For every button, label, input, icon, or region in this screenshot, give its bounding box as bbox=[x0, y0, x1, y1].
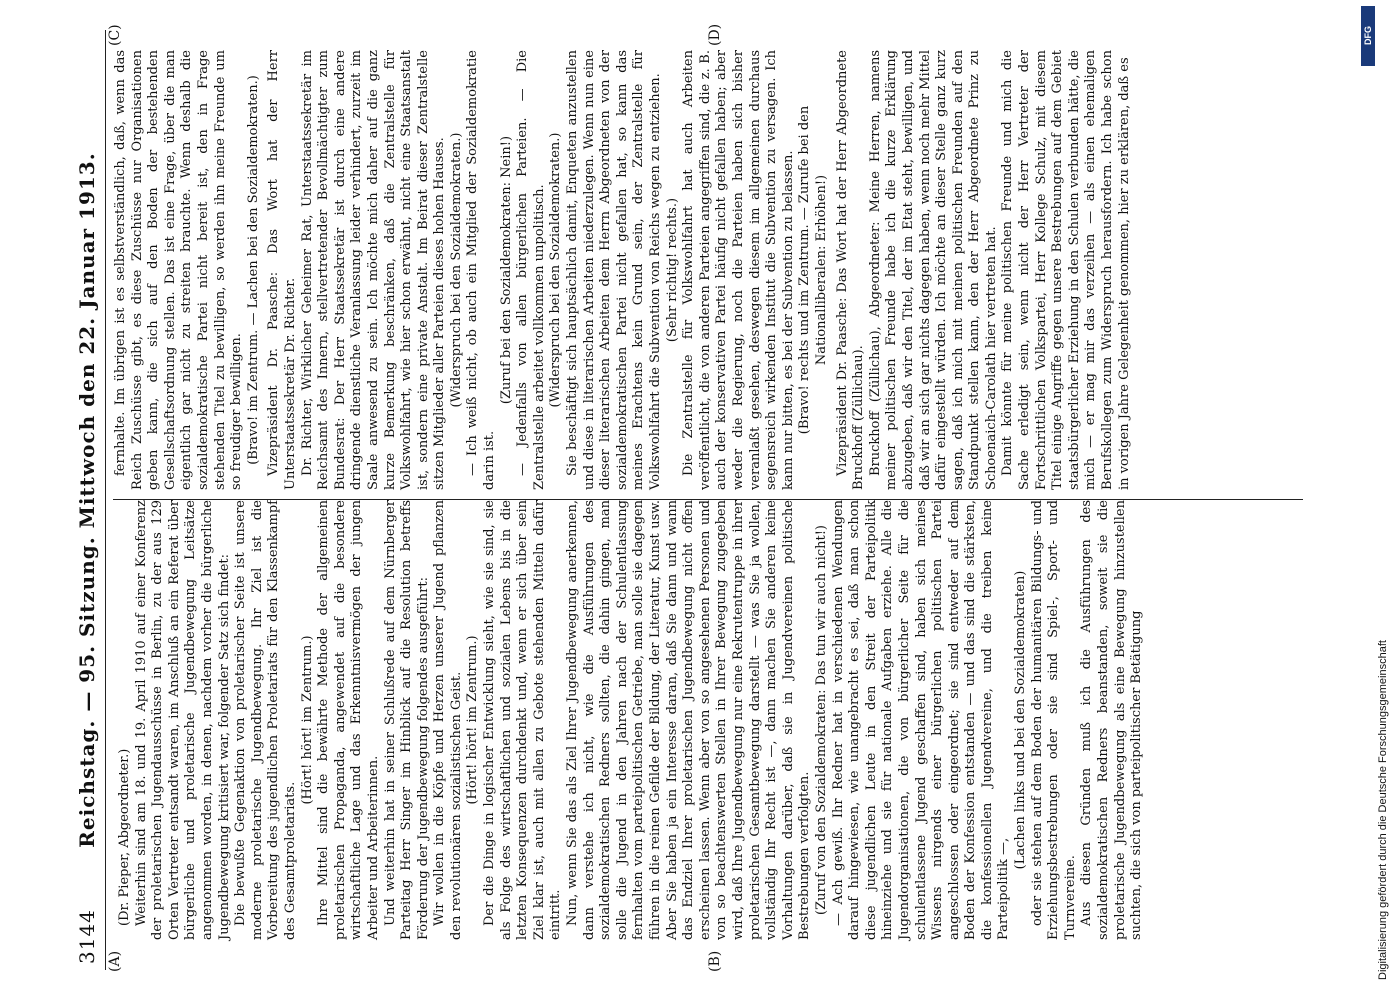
left-column bbox=[113, 500, 1313, 940]
interjection: (Bravo! rechts und im Zentrum. — Zurufe bei den Nationalliberalen: Erhöhen!) bbox=[796, 105, 829, 435]
interjection: (Zuruf bei den Sozialdemokraten: Nein!) bbox=[498, 135, 514, 405]
paragraph: Aus diesen Gründen muß ich die Ausführungen des sozialdemokratischen Redners beanstanden, soweit sie die proletarische Jugendbewegung als eine Bewegung hinzustellen suchten, die sich von parteipolitischer Betätigung bbox=[1078, 500, 1144, 940]
paragraph: Ihre Mittel sind die bewährte Methode der allgemeinen proletarischen Propaganda, angewendet auf die besondere wirtschaftliche Lage und das Erkenntnisvermögen der jungen Arbeiter und Arbeiterinnen. bbox=[315, 500, 381, 940]
speaker-line: Vizepräsident Dr. Paasche: Das Wort hat der Herr Unterstaatssekretär Dr. Richter. bbox=[265, 50, 298, 490]
margin-marker-b: (B) bbox=[706, 950, 723, 972]
paragraph: Der die Dinge in logischer Entwicklung sieht, wie sie sind, sie als Folge des wirtschaftlichen und sozialen Lebens bis in die letzten Konsequenzen durchdenkt und, wenn er sich über sein Ziel klar ist, auch mit allen zu Gebote stehenden Mitteln dafür eintritt. bbox=[481, 500, 563, 940]
paragraph: — Ach gewiß. Ihr Redner hat in verschiedenen Wendungen darauf hingewiesen, wie unangebracht es sei, daß man schon diese jugendlichen Leute in den Streit der Parteipolitik hineinziehe und sie für nationale Aufgaben erziehe. Alle die Jugendorganisationen, die von bürgerlicher Seite für die schulentlassene Jugend geschaffen sind, haben sich meines Wissens nirgends einer bürgerlichen politischen Partei angeschlossen oder eingeordnet; sie sind entweder auf dem Boden der Konfession entstanden — und das sind die stärksten, die konfessionellen Jugendvereine, und die treiben keine Parteipolitik —, bbox=[830, 500, 1011, 940]
margin-marker-d: (D) bbox=[706, 23, 723, 46]
column-divider bbox=[113, 499, 1303, 500]
paragraph: — Ich weiß nicht, ob auch ein Mitglied der Sozialdemokratie darin ist. bbox=[464, 50, 497, 490]
margin-marker-c: (C) bbox=[106, 24, 123, 46]
interjection: (Hört! hört! im Zentrum.) bbox=[299, 635, 315, 805]
paragraph: Wir wollen in die Köpfe und Herzen unserer Jugend pflanzen den revolutionären sozialistischen Geist. bbox=[431, 500, 464, 940]
page-header bbox=[67, 30, 107, 970]
interjection: (Lachen links und bei den Sozialdemokraten) bbox=[1012, 570, 1028, 870]
right-column bbox=[113, 50, 1313, 490]
speaker-line: Vizepräsident Dr. Paasche: Das Wort hat der Herr Abgeordnete Bruckhoff (Züllichau). bbox=[834, 50, 866, 490]
margin-marker-a: (A) bbox=[106, 950, 123, 972]
paragraph: Dr. Richter, Wirklicher Geheimer Rat, Unterstaatssekretär im Reichsamt des Innern, stellvertretender Bevollmächtigter zum Bundesrat: Der Herr Staatssekretär ist durch eine andere dringende dienstliche Veranlassung leider verhindert, zurzeit im Saale anwesend zu sein. Ich möchte mich daher auf die ganz kurze Bemerkung beschränken, daß die Zentralstelle für Volkswohlfahrt, wie hier schon erwähnt, nicht eine Staatsanstalt ist, sondern eine private Anstalt. Im Beirat dieser Zentralstelle sitzen Mitglieder aller Parteien dieses hohen Hauses. bbox=[299, 50, 447, 490]
paragraph: Weiterhin sind am 18. und 19. April 1910 auf einer Konferenz der proletarischen Jugendausschüsse in Berlin, zu der aus 129 Orten Vertreter entsandt waren, im Anschluß an ein Referat über bürgerliche und proletarische Jugendbewegung Leitsätze angenommen worden, in denen, nachdem vorher die bürgerliche Jugendbewegung kritisiert war, folgender Satz sich findet: bbox=[133, 500, 232, 940]
digitization-footer bbox=[1359, 0, 1389, 1000]
paragraph: fernhalte. Im übrigen ist es selbstverständlich, daß, wenn das Reich Zuschüsse gibt, es diese Zuschüsse nur Organisationen geben kann, die sich auf den Boden der bestehenden Gesellschaftsordnung stellen. Das ist eine Frage, über die man eigentlich gar nicht zu streiten brauchte. Wenn deshalb die sozialdemokratische Partei nicht bereit ist, den in Frage stehenden Titel zu bewilligen, so werden ihn meine Freunde um so freudiger bewilligen. bbox=[112, 50, 244, 490]
paragraph: — Jedenfalls von allen bürgerlichen Parteien. — Die Zentralstelle arbeitet vollkommen unpolitisch. bbox=[514, 50, 547, 490]
paragraph: Damit könnte für meine politischen Freunde und mich die Sache erledigt sein, wenn nicht der Herr Vertreter der Fortschrittlichen Volkspartei, Herr Kollege Schulz, mit diesem Titel einige Angriffe gegen unsere Bestrebungen auf dem Gebiet staatsbürgerlicher Erziehung in den Schulen verbunden hätte, die mich — er mag mir das verzeihen — als einen ehemaligen Berufskollegen zum Widerspruch herausfordern. Ich habe schon in vorigen Jahre Gelegenheit genommen, hier zu erklären, daß es bbox=[999, 50, 1132, 490]
interjection: (Sehr richtig! rechts.) bbox=[664, 197, 680, 343]
paragraph: Und weiterhin hat in seiner Schlußrede auf dem Nürnberger Parteitag Herr Singer im Hinblick auf die Resolution betreffs Förderung der Jugendbewegung folgendes ausgeführt: bbox=[382, 500, 431, 940]
running-head: Reichstag. — 95. Sitzung. Mittwoch den 22. Januar 1913. bbox=[74, 152, 99, 848]
interjection: (Widerspruch bei den Sozialdemokraten.) bbox=[448, 132, 464, 408]
header-rule bbox=[105, 30, 106, 970]
paragraph: Nun, wenn Sie das als Ziel Ihrer Jugendbewegung anerkennen, dann verstehe ich nicht, wie die Ausführungen des sozialdemokratischen Redners sollten, die dahin gingen, man solle die Jugend in den Jahren nach der Schulentlassung fernhalten vom parteipolitischen Getriebe, man solle sie dagegen führen in die reinen Gefilde der Bildung, der Literatur, Kunst usw. Aber Sie haben ja ein Interesse daran, daß Sie dann und wann das Endziel Ihrer proletarischen Jugendbewegung nicht offen erscheinen lassen. Wenn aber von so angesehenen Personen und von so beachtenswerten Stellen in Ihrer Bewegung zugegeben wird, daß Ihre Jugendbewegung nur eine Rekrutentruppe in ihrer proletarischen Gesamtbewegung darstellt — was Sie ja wollen, vollständig Ihr Recht ist —, dann machen Sie anderen keine Vorhaltungen darüber, daß sie in Jugendvereinen politische Bestrebungen verfolgten. bbox=[564, 500, 812, 940]
dfg-logo: DFG bbox=[1361, 6, 1375, 66]
digitization-note: Digitalisierung gefördert durch die Deutsche Forschungsgemeinschaft bbox=[1377, 640, 1389, 980]
interjection: (Bravo! im Zentrum. — Lachen bei den Sozialdemokraten.) bbox=[245, 75, 261, 465]
speaker-line: (Dr. Pieper, Abgeordneter.) bbox=[116, 748, 132, 926]
paragraph: Bruckhoff (Züllichau), Abgeordneter: Meine Herren, namens meiner politischen Freunde habe ich die kurze Erklärung abzugeben, daß wir den Titel, der im Etat steht, bewilligen, und daß wir an sich gar nichts dagegen haben, wenn noch mehr Mittel dafür eingestellt würden. Ich möchte an dieser Stelle ganz kurz sagen, daß ich mich mit meinen politischen Freunden auf den Standpunkt stellen kann, den der Herr Abgeordnete Prinz zu Schoenaich-Carolath hier vertreten hat. bbox=[867, 50, 999, 490]
paragraph: Die Zentralstelle für Volkswohlfahrt hat auch Arbeiten veröffentlicht, die von anderen Parteien angegriffen sind, die z. B. auch der konservativen Partei häufig nicht gefallen haben; aber weder die Regierung, noch die Parteien haben sich bisher veranlaßt gesehen, deswegen diesem im allgemeinen durchaus segensreich wirkenden Institut die Subvention zu versagen. Ich kann nur bitten, es bei der Subvention zu belassen. bbox=[680, 50, 796, 490]
page-number: 3144 bbox=[74, 909, 99, 964]
paragraph: Die bewußte Gegenaktion von proletarischer Seite ist unsere moderne proletarische Jugendbewegung. Ihr Ziel ist die Vorbereitung des jugendlichen Proletariats für den Klassenkampf des Gesamtproletariats. bbox=[232, 500, 298, 940]
interjection: (Hört! hört! im Zentrum.) bbox=[464, 635, 480, 805]
paragraph: Sie beschäftigt sich hauptsächlich damit, Enqueten anzustellen und diese in literarischen Arbeiten niederzulegen. Wenn nun eine dieser literarischen Arbeiten dem Herrn Abgeordneten von der sozialdemokratischen Partei nicht gefallen hat, so kann das meines Erachtens kein Grund sein, der Zentralstelle für Volkswohlfahrt die Subvention von Reichs wegen zu entziehen. bbox=[564, 50, 663, 490]
interjection: (Zuruf von den Sozialdemokraten: Das tun wir auch nicht!) bbox=[813, 525, 829, 915]
interjection: (Widerspruch bei den Sozialdemokraten.) bbox=[547, 132, 563, 408]
document-page bbox=[67, 23, 1317, 972]
paragraph: oder sie stehen auf dem Boden der humanitären Bildungs- und Erziehungsbestrebungen oder sie sind Spiel-, Sport- und Turnvereine. bbox=[1029, 500, 1078, 940]
